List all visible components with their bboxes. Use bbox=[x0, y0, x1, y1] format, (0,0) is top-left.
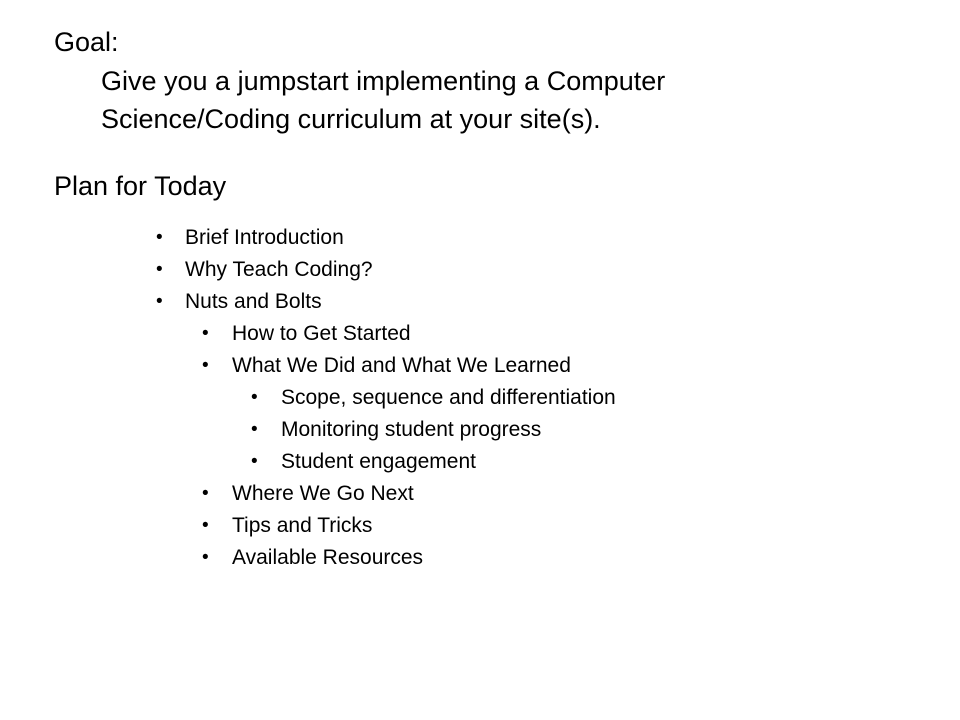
agenda-item-text: Where We Go Next bbox=[232, 482, 414, 505]
agenda-item-text: Tips and Tricks bbox=[232, 514, 373, 537]
agenda-item bbox=[0, 286, 960, 318]
agenda-item bbox=[0, 510, 960, 542]
agenda-item bbox=[0, 382, 960, 414]
agenda-item-text: What We Did and What We Learned bbox=[232, 354, 571, 377]
bullet-icon: • bbox=[156, 259, 163, 280]
bullet-icon: • bbox=[156, 291, 163, 312]
goal-heading: Goal: bbox=[54, 27, 119, 57]
bullet-icon: • bbox=[156, 227, 163, 248]
bullet-icon: • bbox=[251, 387, 258, 408]
goal-line-1: Give you a jumpstart implementing a Computer bbox=[101, 66, 666, 96]
bullet-icon: • bbox=[251, 419, 258, 440]
agenda-item bbox=[0, 542, 960, 574]
agenda-item bbox=[0, 254, 960, 286]
agenda-item-text: Why Teach Coding? bbox=[185, 258, 373, 281]
bullet-icon: • bbox=[202, 323, 209, 344]
agenda-item bbox=[0, 318, 960, 350]
bullet-icon: • bbox=[202, 547, 209, 568]
bullet-icon: • bbox=[202, 483, 209, 504]
bullet-icon: • bbox=[202, 515, 209, 536]
agenda-item bbox=[0, 350, 960, 382]
agenda-item-text: Student engagement bbox=[281, 450, 476, 473]
bullet-icon: • bbox=[202, 355, 209, 376]
goal-description bbox=[101, 62, 665, 138]
agenda-item-text: Monitoring student progress bbox=[281, 418, 542, 441]
agenda-item-text: Brief Introduction bbox=[185, 226, 344, 249]
agenda-list bbox=[0, 222, 960, 574]
goal-line-2: Science/Coding curriculum at your site(s). bbox=[101, 104, 601, 134]
agenda-item-text: Nuts and Bolts bbox=[185, 290, 322, 313]
agenda-item-text: How to Get Started bbox=[232, 322, 411, 345]
plan-heading: Plan for Today bbox=[54, 171, 227, 201]
agenda-item-text: Scope, sequence and differentiation bbox=[281, 386, 616, 409]
agenda-item bbox=[0, 446, 960, 478]
agenda-item bbox=[0, 478, 960, 510]
agenda-item-text: Available Resources bbox=[232, 546, 424, 569]
agenda-item bbox=[0, 222, 960, 254]
bullet-icon: • bbox=[251, 451, 258, 472]
agenda-item bbox=[0, 414, 960, 446]
